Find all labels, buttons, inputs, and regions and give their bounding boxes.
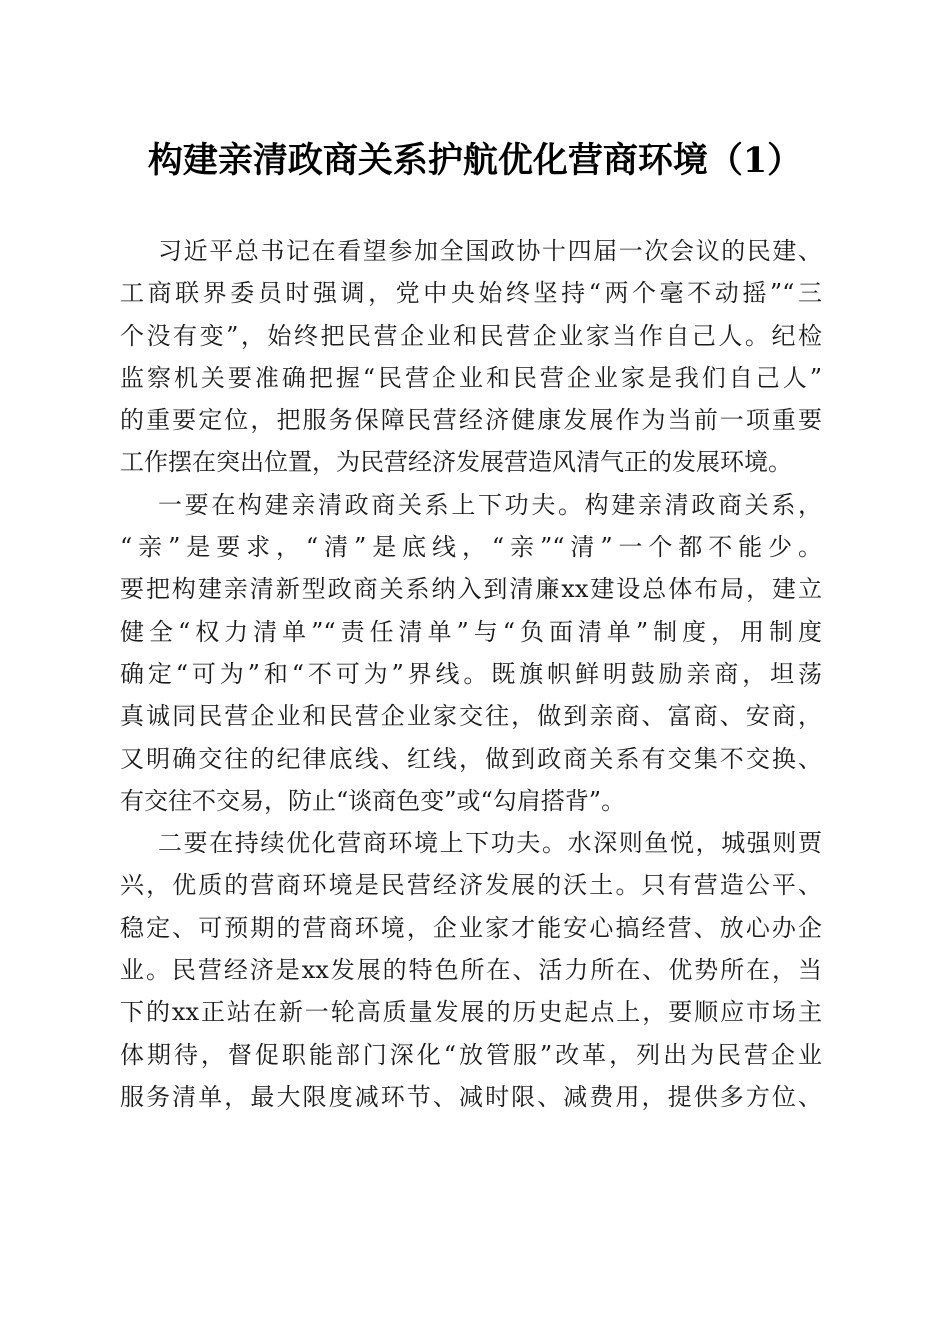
paragraph-2-line-8: 有交往不交易，防止“谈商色变”或“勾肩搭背”。 <box>120 786 626 815</box>
paragraph-2-line-4: 健全“权力清单”“责任清单”与“负面清单”制度，用制度 <box>120 617 822 646</box>
paragraph-2-line-7: 又明确交往的纪律底线、红线，做到政商关系有交集不交换、 <box>120 744 822 773</box>
paragraph-1-line-6: 工作摆在突出位置，为民营经济发展营造风清气正的发展环境。 <box>120 448 792 477</box>
paragraph-2-line-5: 确定“可为”和“不可为”界线。既旗帜鲜明鼓励亲商，坦荡 <box>120 659 822 688</box>
paragraph-2-line-1: 一要在构建亲清政商关系上下功夫。构建亲清政商关系， <box>158 490 822 519</box>
paragraph-1-line-4: 监察机关要准确把握“民营企业和民营企业家是我们自己人” <box>120 363 822 392</box>
paragraph-3-line-6: 体期待，督促职能部门深化“放管服”改革，列出为民营企业 <box>120 1040 822 1069</box>
paragraph-1-line-2: 工商联界委员时强调，党中央始终坚持“两个毫不动摇”“三 <box>120 279 822 308</box>
paragraph-3-line-4: 业。民营经济是xx发展的特色所在、活力所在、优势所在，当 <box>120 956 822 985</box>
document-body <box>120 230 822 1118</box>
paragraph-1-line-1: 习近平总书记在看望参加全国政协十四届一次会议的民建、 <box>158 237 822 265</box>
paragraph-2-line-2: “亲”是要求，“清”是底线，“亲”“清”一个都不能少。 <box>120 533 822 562</box>
paragraph-3-line-1: 二要在持续优化营商环境上下功夫。水深则鱼悦，城强则贾 <box>158 829 822 858</box>
paragraph-2-line-3: 要把构建亲清新型政商关系纳入到清廉xx建设总体布局，建立 <box>120 575 822 604</box>
paragraph-3-line-7: 服务清单，最大限度减环节、减时限、减费用，提供多方位、 <box>120 1082 822 1111</box>
document-title: 构建亲清政商关系护航优化营商环境（1） <box>147 140 803 181</box>
paragraph-3-line-2: 兴，优质的营商环境是民营经济发展的沃土。只有营造公平、 <box>120 871 822 900</box>
paragraph-3-line-5: 下的xx正站在新一轮高质量发展的历史起点上，要顺应市场主 <box>120 998 822 1027</box>
paragraph-3-line-3: 稳定、可预期的营商环境，企业家才能安心搞经营、放心办企 <box>120 913 822 942</box>
paragraph-1-line-5: 的重要定位，把服务保障民营经济健康发展作为当前一项重要 <box>120 406 822 435</box>
paragraph-2-line-6: 真诚同民营企业和民营企业家交往，做到亲商、富商、安商， <box>120 702 822 731</box>
paragraph-1-line-3: 个没有变”，始终把民营企业和民营企业家当作自己人。纪检 <box>120 321 822 350</box>
